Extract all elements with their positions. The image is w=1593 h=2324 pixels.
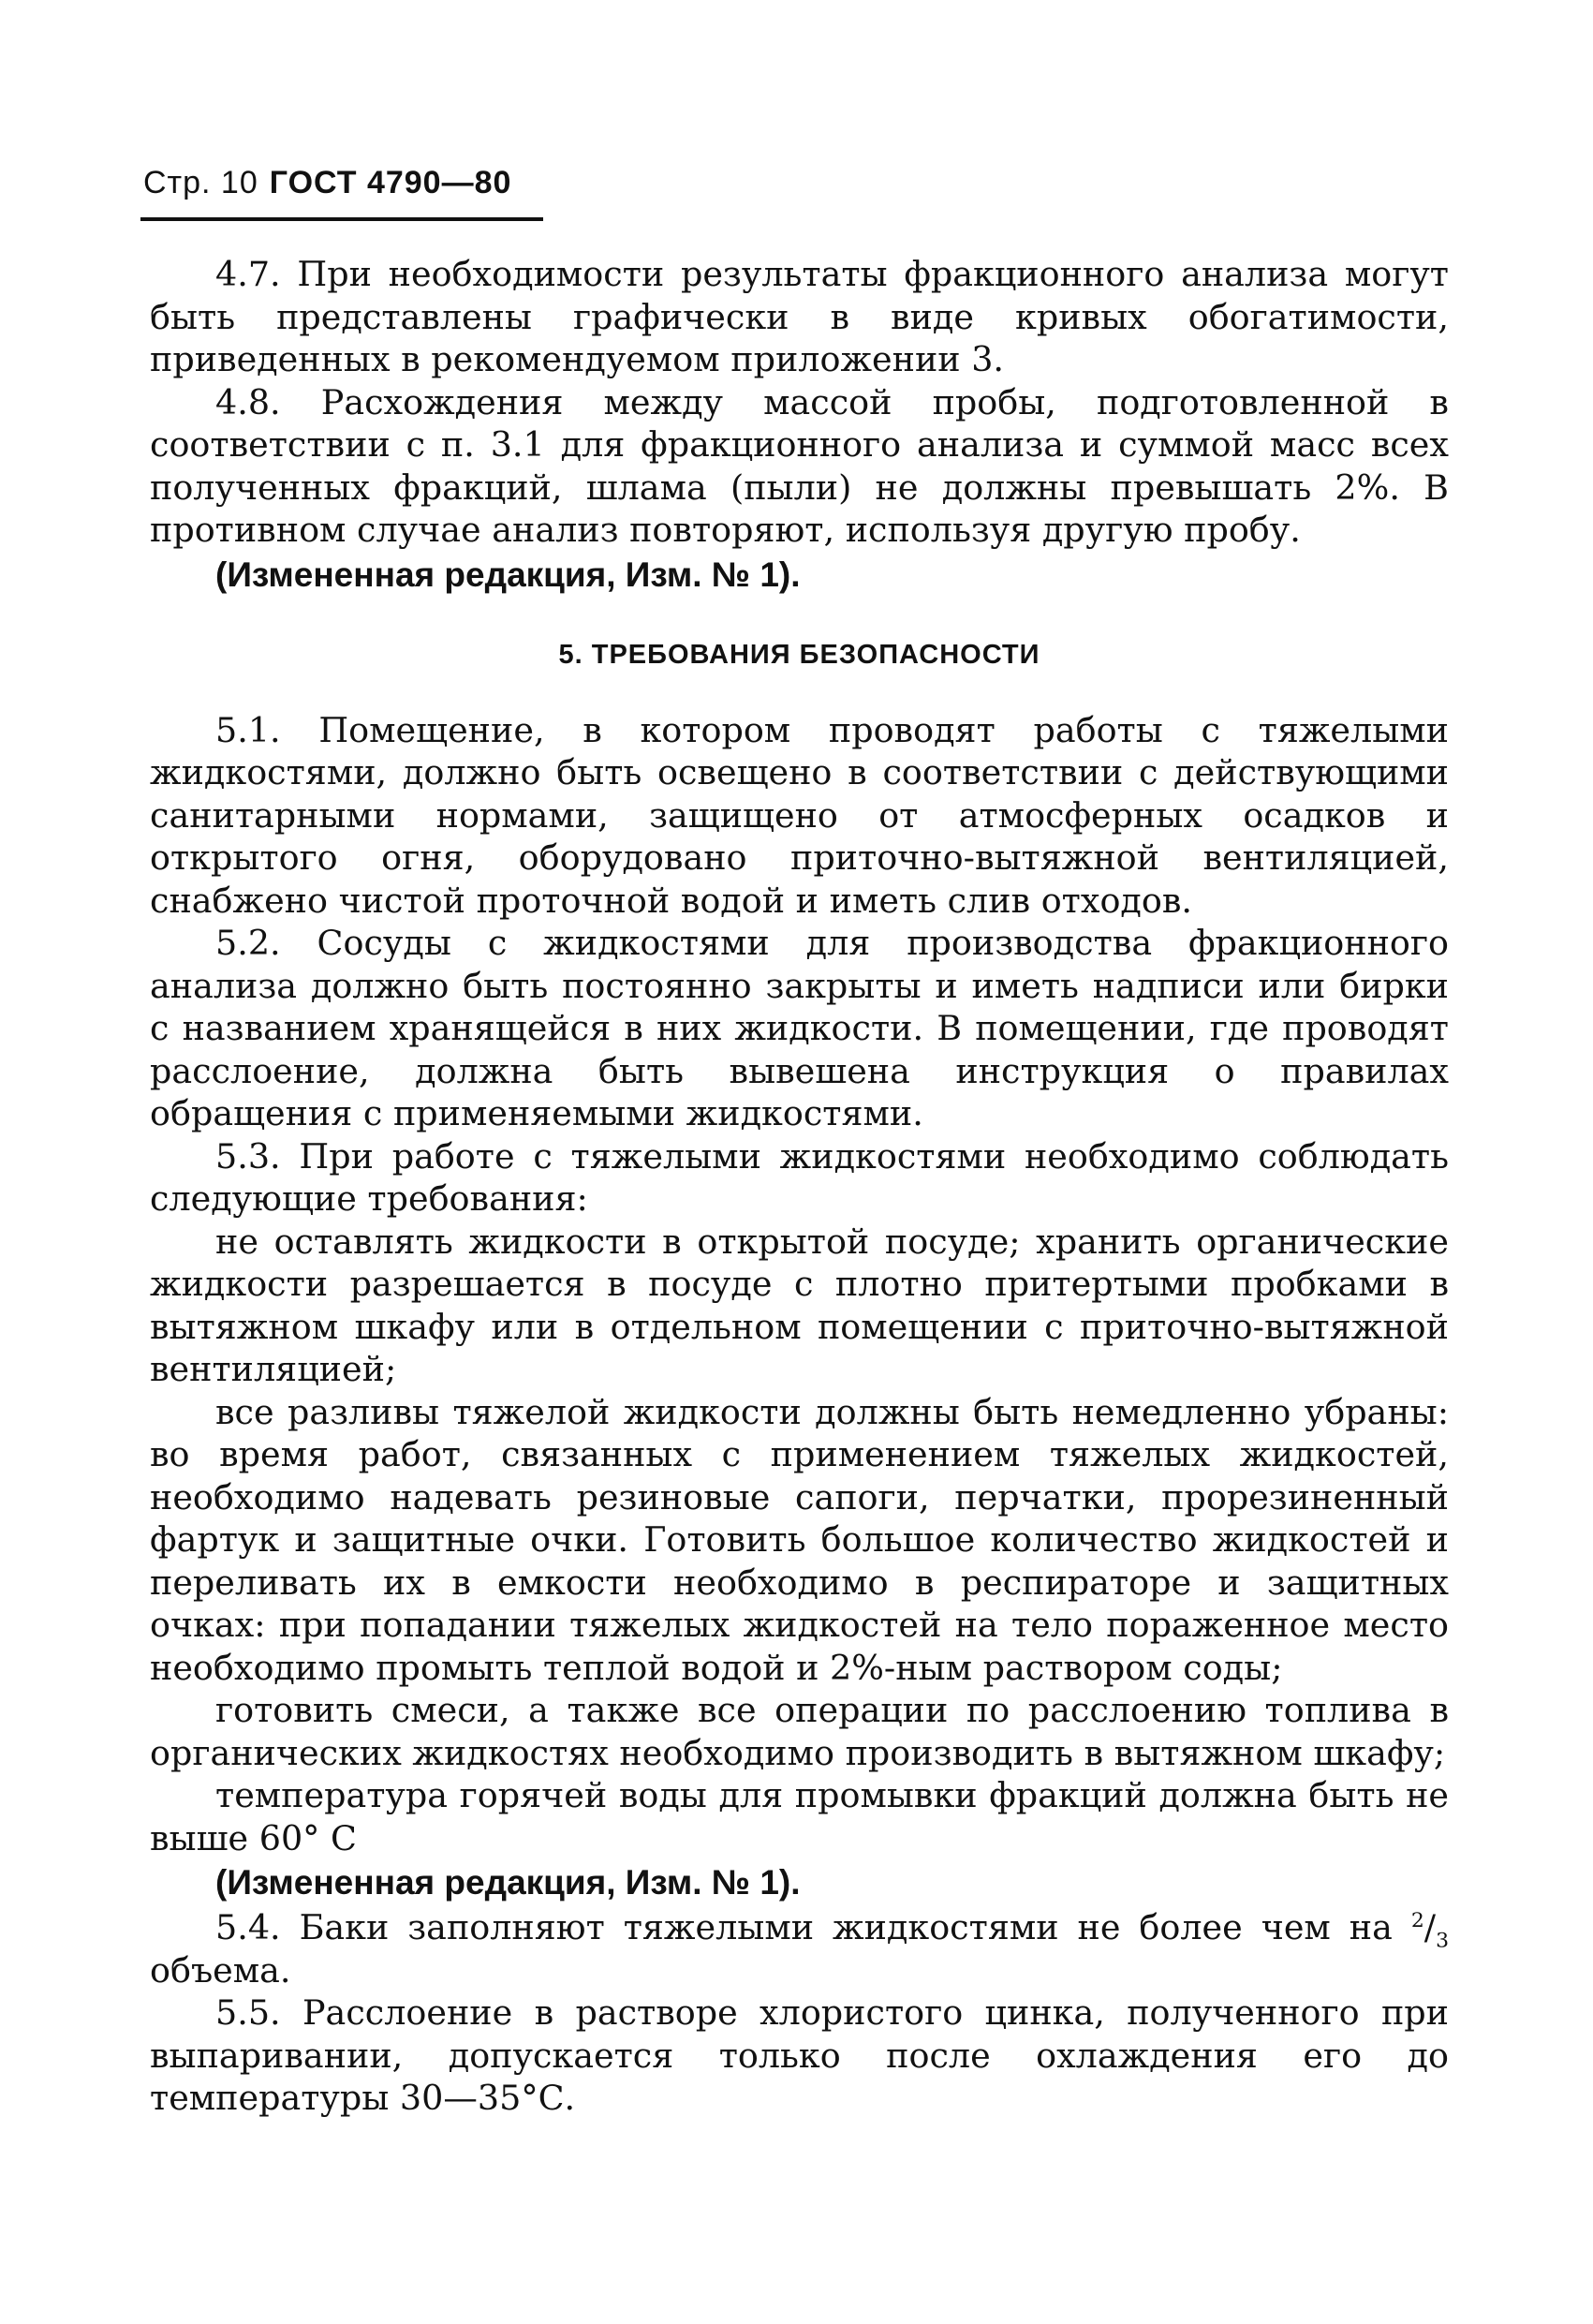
paragraph-5-2: 5.2. Сосуды с жидкостями для производства фракционного анализа должно быть постоянно закрыты и иметь надписи или бирки с названием хранящейся в них жидкости. В помещении, где проводят расслоение, должна быть вывешена инструкция о правилах обращения с применяемыми жидкостями. bbox=[150, 923, 1449, 1133]
paragraph-5-4: 5.4. Баки заполняют тяжелыми жидкостями не более чем на $^2/_3$ объема. bbox=[150, 1907, 1449, 1991]
paragraph-4-7: 4.7. При необходимости результаты фракционного анализа могут быть представлены графически в виде кривых обогатимости, приведенных в рекомендуемом приложении 3. bbox=[150, 254, 1449, 379]
paragraph-5-5: 5.5. Расслоение в растворе хлористого цинка, полученного при выпаривании, допускается только после охлаждения его до температуры 30—35°С. bbox=[150, 1992, 1449, 2118]
paragraph-5-3-item-temperature: температура горячей воды для промывки фракций должна быть не выше 60° С bbox=[150, 1775, 1449, 1858]
standard-designation: ГОСТ 4790—80 bbox=[269, 165, 512, 200]
document-body bbox=[150, 253, 1449, 2120]
amendment-note-section-5: (Измененная редакция, Изм. № 1). bbox=[215, 1863, 801, 1902]
paragraph-5-4-text: 5.4. Баки заполняют тяжелыми жидкостями не более чем на bbox=[215, 1907, 1393, 1947]
amendment-note-section-4: (Измененная редакция, Изм. № 1). bbox=[215, 555, 801, 594]
paragraph-5-4-tail: объема. bbox=[150, 1949, 291, 1991]
page-header bbox=[143, 165, 511, 212]
paragraph-5-3-item-storage: не оставлять жидкости в открытой посуде; хранить органические жидкости разрешается в посуде с плотно притертыми пробками в вытяжном шкафу или в отдельном помещении с приточно-вытяжной вентиляцией; bbox=[150, 1221, 1449, 1389]
page-number: Стр. 10 bbox=[143, 165, 258, 200]
fraction-numerator: 2 bbox=[1410, 1908, 1424, 1932]
fraction-denominator: 3 bbox=[1436, 1929, 1449, 1953]
paragraph-5-3-item-spills: все разливы тяжелой жидкости должны быть немедленно убраны: во время работ, связанных с применением тяжелых жидкостей, необходимо надевать резиновые сапоги, перчатки, прорезиненный фартук и защитные очки. Готовить большое количество жидкостей и переливать их в емкости необходимо в респираторе и защитных очках: при попадании тяжелых жидкостей на тело пораженное место необходимо промыть теплой водой и 2%-ным раствором соды; bbox=[150, 1391, 1449, 1688]
paragraph-4-8: 4.8. Расхождения между массой пробы, подготовленной в соответствии с п. 3.1 для фракционного анализа и суммой масс всех полученных фракций, шлама (пыли) не должны превышать 2%. В противном случае анализ повторяют, используя другую пробу. bbox=[150, 381, 1449, 550]
section-5-heading: 5. ТРЕБОВАНИЯ БЕЗОПАСНОСТИ bbox=[558, 639, 1040, 670]
paragraph-5-1: 5.1. Помещение, в котором проводят работы с тяжелыми жидкостями, должно быть освещено в соответствии с действующими санитарными нормами, защищено от атмосферных осадков и открытого огня, оборудовано приточно-вытяжной вентиляцией, снабжено чистой проточной водой и иметь слив отходов. bbox=[150, 709, 1449, 921]
paragraph-5-3-item-mixing: готовить смеси, а также все операции по расслоению топлива в органических жидкостях необходимо производить в вытяжном шкафу; bbox=[150, 1690, 1449, 1773]
paragraph-5-3: 5.3. При работе с тяжелыми жидкостями необходимо соблюдать следующие требования: bbox=[150, 1135, 1449, 1219]
header-rule bbox=[140, 217, 543, 221]
